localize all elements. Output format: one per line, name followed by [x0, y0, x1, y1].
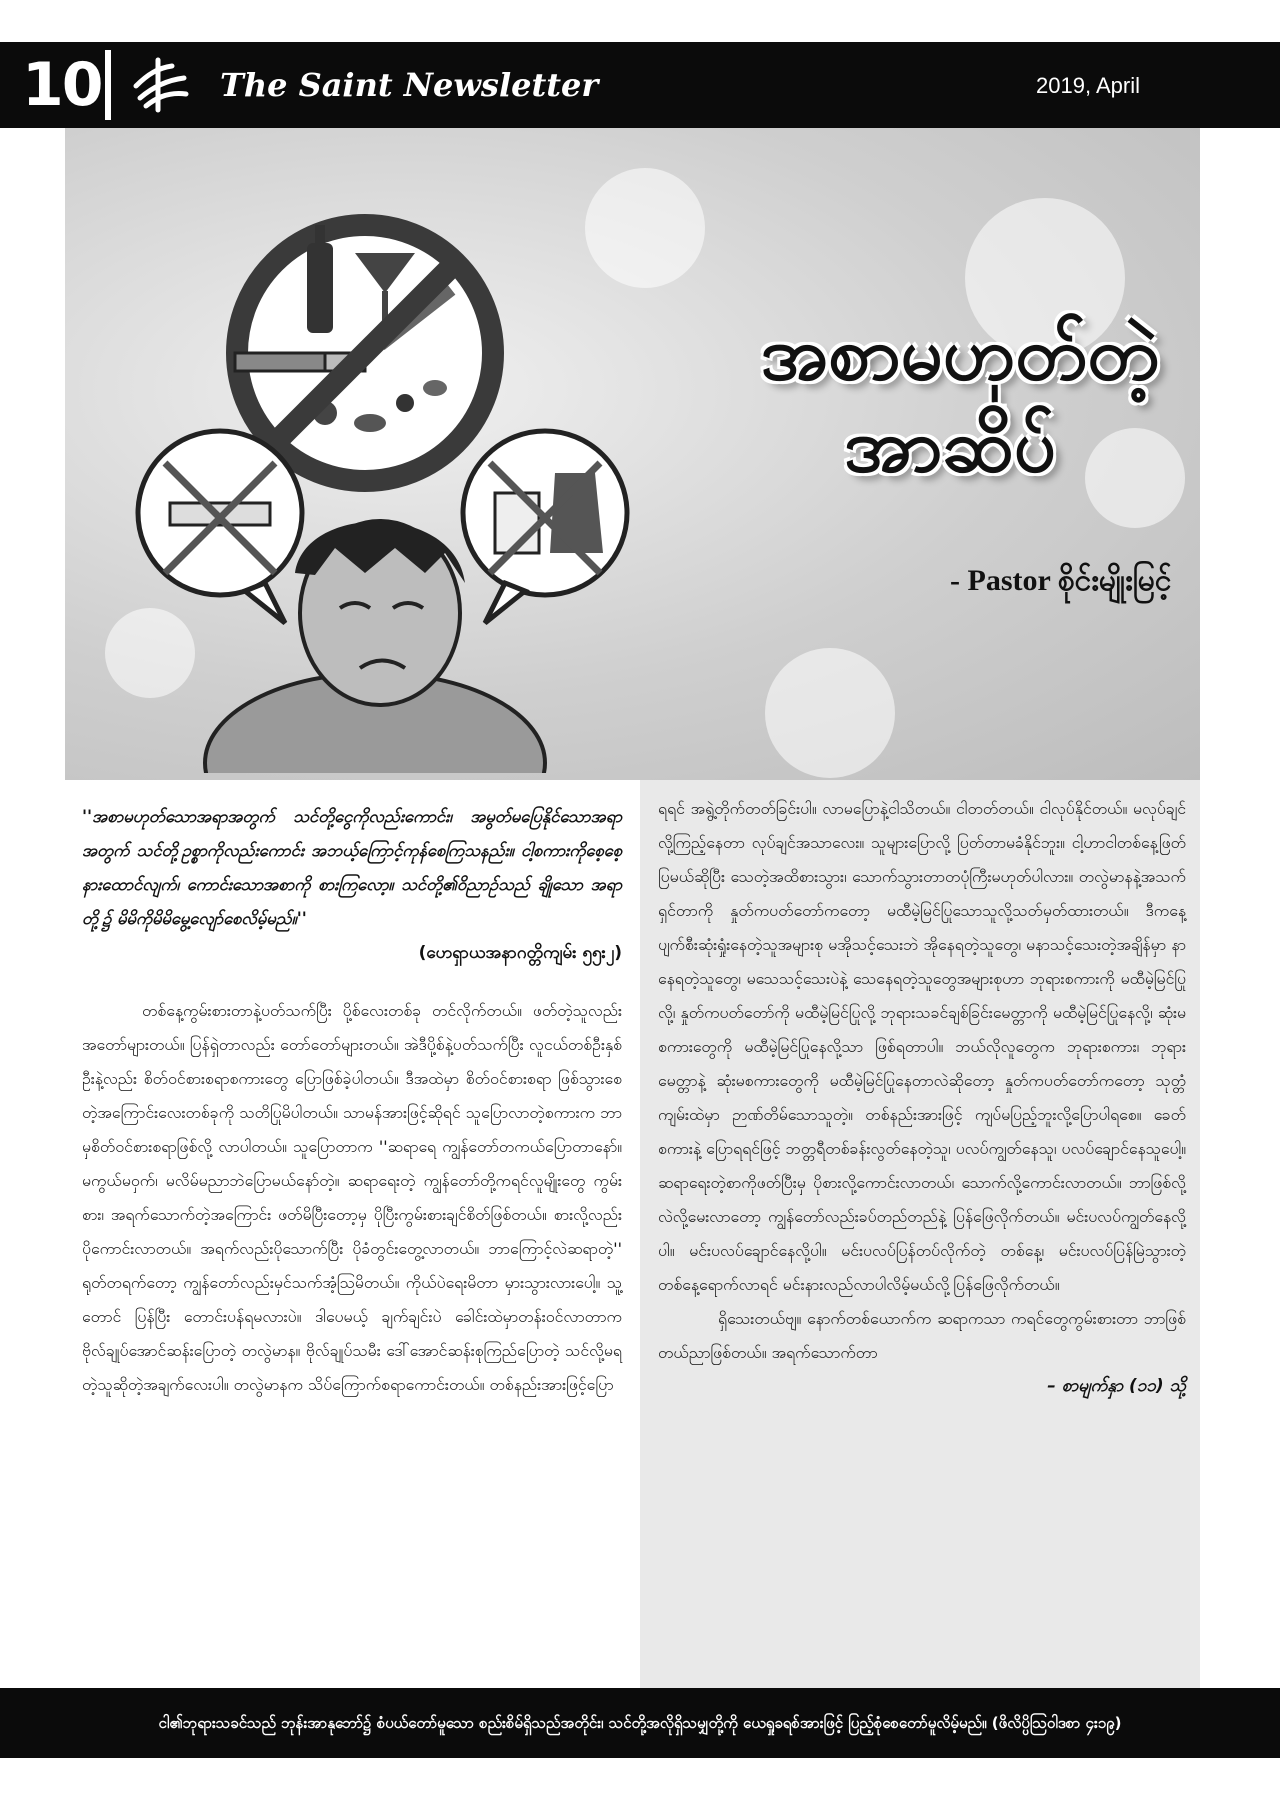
article-left-column: [82, 800, 622, 1402]
article-paragraph: တစ်နေ့ကွမ်းစားတာနဲ့ပတ်သက်ပြီး ပို့စ်လေးတစ်ခု တင်လိုက်တယ်။ ဖတ်တဲ့သူလည်း အတော်များတယ်။ ပြန်ရှဲတာလည်း တော်တော်များတယ်။ အဲဒီပို့စ်နဲ့ပတ်သက်ပြီး လူငယ်တစ်ဦးနှစ်ဦးနဲ့လည်း စိတ်ဝင်စားစရာစကားတွေ ပြောဖြစ်ခဲ့ပါတယ်။ ဒီအထဲမှာ စိတ်ဝင်စားစရာ ဖြစ်သွားစေတဲ့အကြောင်းလေးတစ်ခုကို သတိပြုမိပါတယ်။ သာမန်အားဖြင့်ဆိုရင် သူပြောလာတဲ့စကားက ဘာမှစိတ်ဝင်စားစရာဖြစ်လို့ လာပါတယ်။ သူပြောတာက ''ဆရာရေ ကျွန်တော်တကယ်ပြောတာနော်။ မကွယ်မဝှက်၊ မလိမ်မညာဘဲပြောမယ်နော်တဲ့။ ဆရာရေးတဲ့ ကျွန်တော်တို့ကရင်လူမျိုးတွေ ကွမ်းစား၊ အရက်သောက်တဲ့အကြောင်း ဖတ်မိပြီးတော့မှ ပိုပြီးကွမ်းစားချင်စိတ်ဖြစ်တယ်။ စားလို့လည်း ပိုကောင်းလာတယ်။ အရက်လည်းပိုသောက်ပြီး ပိုခံတွင်းတွေ့လာတယ်။ ဘာကြောင့်လဲဆရာတဲ့'' ရုတ်တရက်တော့ ကျွန်တော်လည်းမှင်သက်အံ့ဩမိတယ်။ ကိုယ်ပဲရေးမိတာ မှားသွားလားပေါ့။ သူ့တောင် ပြန်ပြီး တောင်းပန်ရမလားပဲ။ ဒါပေမယ့် ချက်ချင်းပဲ ခေါင်းထဲမှာတန်းဝင်လာတာက ဗိုလ်ချုပ်အောင်ဆန်းပြောတဲ့ တလွဲမာန။ ဗိုလ်ချုပ်သမီး ဒေါ်အောင်ဆန်းစုကြည်ပြောတဲ့ သင်လို့မရတဲ့သူဆိုတဲ့အချက်လေးပါ။ တလွဲမာနက သိပ်ကြောက်စရာကောင်းတယ်။ တစ်နည်းအားဖြင့်ပြော: [82, 1001, 622, 1394]
no-smoking-bubble-icon: [138, 431, 302, 623]
issue-date: 2019, April: [1036, 73, 1140, 98]
footer-verse: ငါ၏ဘုရားသခင်သည် ဘုန်းအာနုဘော်၌ စံပယ်တော်မူသော စည်းစိမ်ရှိသည်အတိုင်း၊ သင်တို့အလိုရှိသမျှတို့ကို ယေရှုခရစ်အားဖြင့် ပြည့်စုံစေတော်မူလိမ့်မည်။ (ဖိလိပ္ပိဩဝါဒစာ ၄း၁၉): [0, 1688, 1280, 1758]
header-divider: [105, 50, 111, 120]
page-number: 10: [22, 50, 102, 120]
page-header: [0, 42, 1280, 128]
scripture-reference: (ဟေရှာယအနာဂတ္တိကျမ်း ၅၅း၂): [418, 943, 622, 963]
continued-on-page: – စာမျက်နှာ (၁၁) သို့: [1047, 1376, 1186, 1396]
hero-banner: [65, 128, 1200, 780]
no-drugs-sign-icon: [235, 225, 493, 481]
scripture-quote: ''အစာမဟုတ်သောအရာအတွက် သင်တို့ငွေကိုလည်းကောင်း၊ အမွတ်မပြေနိုင်သောအရာအတွက် သင်တို့ဥစ္စာကိုလည်းကောင်း အဘယ့်ကြောင့်ကုန်စေကြသနည်း။ ငါ့စကားကိုစေ့စေ့နားထောင်လျက်၊ ကောင်းသောအစာကို စားကြလော့။ သင်တို့၏ဝိညာဉ်သည် ချိုသော အရာတို့၌ မိမိကိုမိမိမွေ့လျော်စေလိမ့်မည်။'': [82, 807, 622, 928]
no-alcohol-bubble-icon: [463, 431, 627, 623]
article-right-column: [640, 780, 1200, 1688]
article-title-line1: အစာမဟုတ်တဲ့: [760, 311, 1160, 397]
article-title-line2: အာဆိပ်: [843, 403, 1057, 489]
newsletter-logo-icon: [128, 56, 192, 114]
article-paragraph: ရရင် အရွဲ့တိုက်တတ်ခြင်းပါ။ လာမပြောနဲ့ငါသိတယ်။ ငါတတ်တယ်။ ငါလုပ်နိုင်တယ်။ မလုပ်ချင်လို့ကြည့်နေတာ လုပ်ချင်အသာလေး။ သူများပြောလို့ ပြတ်တာမခံနိုင်ဘူး။ ငါ့ဟာငါတစ်နေ့ဖြတ်ပြမယ်ဆိုပြီး သေတဲ့အထိစားသွား၊ သောက်သွားတာတပုံကြီးမဟုတ်ပါလား။ တလွဲမာနနဲ့အသက်ရှင်တာကို နှုတ်ကပတ်တော်ကတော့ မထီမဲ့မြင်ပြုသောသူလို့သတ်မှတ်ထားတယ်။ ဒီကနေ့ ပျက်စီးဆုံးရှုံးနေတဲ့သူအများစု မအိုသင့်သေးဘဲ အိုနေရတဲ့သူတွေ၊ မနာသင့်သေးတဲ့အချိန်မှာ နာနေရတဲ့သူတွေ၊ မသေသင့်သေးပဲနဲ့ သေနေရတဲ့သူတွေအများစုဟာ ဘုရားစကားကို မထီမဲ့မြင်ပြုလို့၊ နှုတ်ကပတ်တော်ကို မထီမဲ့မြင်ပြုလို့ ဘုရားသခင်ချစ်ခြင်းမေတ္တာကို မထီမဲ့မြင်ပြုနေလို့၊ ဆုံးမစကားတွေကို မထီမဲ့မြင်ပြုနေလို့သာ ဖြစ်ရတာပါ။ ဘယ်လိုလူတွေက ဘုရားစကား၊ ဘုရားမေတ္တာနဲ့ ဆုံးမစကားတွေကို မထီမဲ့မြင်ပြုနေတာလဲဆိုတော့ နှုတ်ကပတ်တော်ကတော့ သုတ္တံကျမ်းထဲမှာ ဉာဏ်တိမ်သောသူတဲ့။ တစ်နည်းအားဖြင့် ကျပ်မပြည့်ဘူးလို့ပြောပါရစေ။ ခေတ်စကားနဲ့ ပြောရရင်ဖြင့် ဘတ္တရီတစ်ခန်းလွတ်နေတဲ့သူ၊ ပလပ်ကျွတ်နေသူ၊ ပလပ်ချောင်နေသူပေါ့။ ဆရာရေးတဲ့စာကိုဖတ်ပြီးမှ ပိုစားလို့ကောင်းလာတယ်၊ သောက်လို့ကောင်းလာတယ်။ ဘာဖြစ်လို့လဲလို့မေးလာတော့ ကျွန်တော်လည်းခပ်တည်တည်နဲ့ ပြန်ဖြေလိုက်တယ်။ မင်းပလပ်ကျွတ်နေလို့ပါ။ မင်းပလပ်ချောင်နေလို့ပါ။ မင်းပလပ်ပြန်တပ်လိုက်တဲ့ တစ်နေ့၊ မင်းပလပ်ပြန်မြဲသွားတဲ့တစ်နေ့ရောက်လာရင် မင်းနားလည်လာပါလိမ့်မယ်လို့ပြန်ဖြေလိုက်တယ်။: [658, 799, 1186, 1294]
bokeh-light: [765, 648, 895, 778]
no-drugs-illustration: [125, 203, 685, 773]
newsletter-title: The Saint Newsletter: [220, 66, 599, 104]
article-author: - Pastor စိုင်းမျိုးမြင့်: [950, 564, 1172, 597]
article-title: [725, 308, 1195, 492]
article-paragraph: ရှိသေးတယ်ဗျ။ နောက်တစ်ယောက်က ဆရာကသာ ကရင်တွေကွမ်းစားတာ ဘာဖြစ်တယ်ညာဖြစ်တယ်။ အရက်သောက်တာ: [658, 1309, 1186, 1362]
